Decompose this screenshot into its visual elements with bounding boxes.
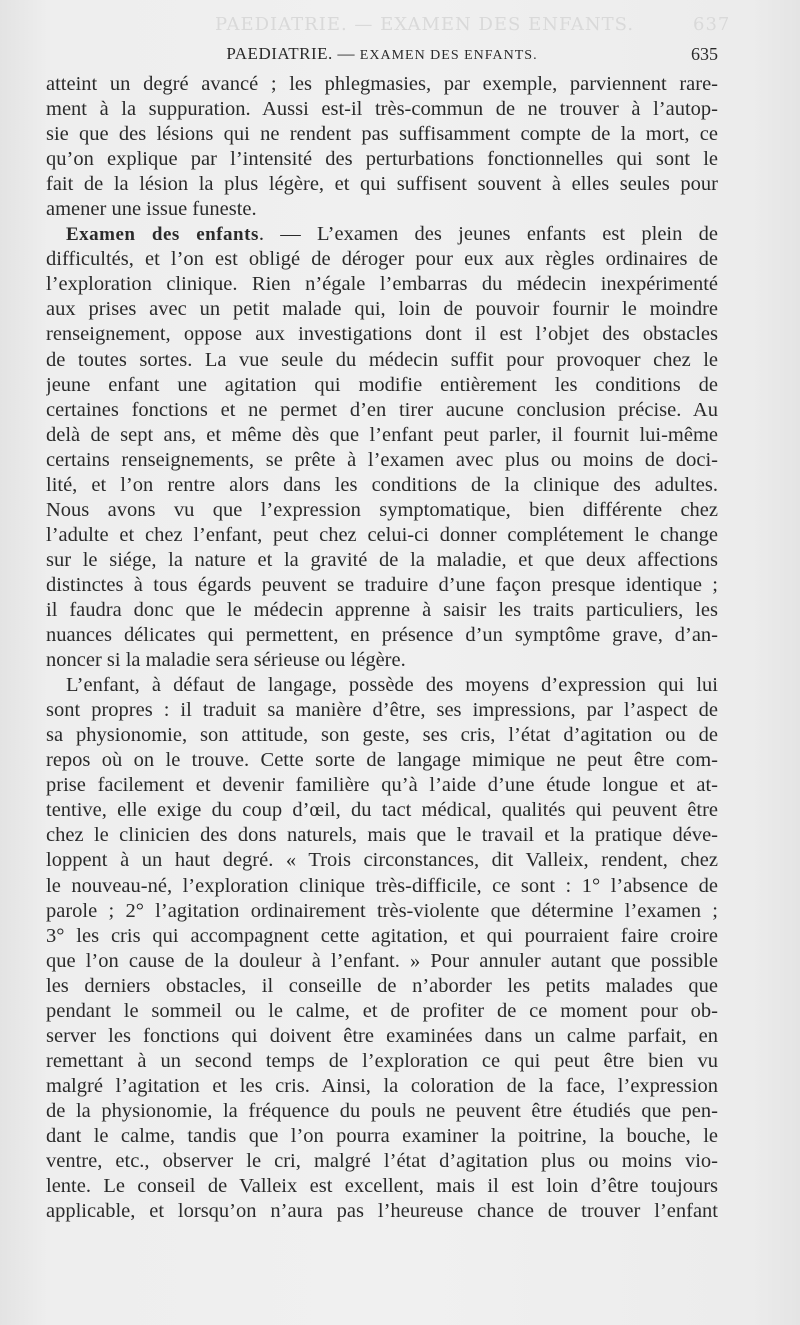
text-line bbox=[46, 648, 718, 673]
text-line bbox=[46, 598, 718, 623]
text-line bbox=[46, 297, 718, 322]
text-line bbox=[46, 1124, 718, 1149]
text-line bbox=[46, 698, 718, 723]
line-text: server les fonctions qui doivent être examinées dans un calme parfait, en bbox=[46, 1024, 718, 1047]
line-text: l’adulte et chez l’enfant, peut chez celui-ci donner complétement le change bbox=[46, 523, 718, 546]
running-title bbox=[46, 44, 718, 64]
line-text: dant le calme, tandis que l’on pourra examiner la poitrine, la bouche, le bbox=[46, 1124, 718, 1147]
line-text: sa physionomie, son attitude, son geste, ses cris, l’état d’agitation ou de bbox=[46, 724, 718, 747]
line-text: certaines fonctions et ne permet d’en tirer aucune conclusion précise. Au bbox=[46, 398, 718, 421]
line-text: distinctes à tous égards peuvent se traduire d’une façon presque identique ; bbox=[46, 573, 718, 596]
line-text: L’enfant, à défaut de langage, possède des moyens d’expression qui lui bbox=[66, 674, 718, 697]
text-line bbox=[46, 974, 718, 999]
text-line bbox=[46, 122, 718, 147]
body-text bbox=[46, 72, 718, 1224]
text-line bbox=[46, 172, 718, 197]
line-text: amener une issue funeste. bbox=[46, 198, 257, 221]
text-line bbox=[46, 272, 718, 297]
line-text: ventre, etc., observer le cri, malgré l’état d’agitation plus ou moins vio- bbox=[46, 1150, 718, 1173]
text-line bbox=[46, 1199, 718, 1224]
text-line bbox=[46, 999, 718, 1024]
text-line bbox=[46, 1174, 718, 1199]
line-text: lité, et l’on rentre alors dans les conditions de la clinique des adultes. bbox=[46, 473, 718, 496]
text-line bbox=[46, 1049, 718, 1074]
text-line bbox=[46, 848, 718, 873]
line-text: 3° les cris qui accompagnent cette agitation, et qui pourraient faire croire bbox=[46, 924, 718, 947]
text-line bbox=[46, 723, 718, 748]
line-text: chez le clinicien des dons naturels, mais que le travail et la pratique déve- bbox=[46, 824, 718, 847]
line-text: de la physionomie, la fréquence du pouls ne peuvent être étudiés que pen- bbox=[46, 1099, 718, 1122]
line-text: lente. Le conseil de Valleix est excellent, mais il est loin d’être toujours bbox=[46, 1175, 718, 1198]
text-line bbox=[46, 924, 718, 949]
text-line bbox=[46, 1099, 718, 1124]
line-text: qu’on explique par l’intensité des perturbations fonctionnelles qui sont le bbox=[46, 148, 718, 171]
text-line bbox=[46, 548, 718, 573]
line-text: l’exploration clinique. Rien n’égale l’embarras du médecin inexpérimenté bbox=[46, 273, 718, 296]
text-line bbox=[46, 247, 718, 272]
line-text: le nouveau-né, l’exploration clinique très-difficile, ce sont : 1° l’absence de bbox=[46, 874, 718, 897]
text-line bbox=[46, 623, 718, 648]
text-line bbox=[46, 949, 718, 974]
text-line bbox=[46, 348, 718, 373]
line-text: nuances délicates qui permettent, en présence d’un symptôme grave, d’an- bbox=[46, 624, 718, 647]
line-text: parole ; 2° l’agitation ordinairement très-violente que détermine l’examen ; bbox=[46, 899, 718, 922]
page-number: 635 bbox=[691, 44, 718, 64]
text-line bbox=[46, 448, 718, 473]
line-text: que l’on cause de la douleur à l’enfant. » Pour annuler autant que possible bbox=[46, 949, 718, 972]
text-line bbox=[46, 473, 718, 498]
line-text: difficultés, et l’on est obligé de déroger pour eux aux règles ordinaires de bbox=[46, 248, 718, 271]
line-text: atteint un degré avancé ; les phlegmasies, par exemple, parviennent rare- bbox=[46, 73, 718, 95]
line-text: certains renseignements, se prête à l’examen avec plus ou moins de doci- bbox=[46, 448, 718, 471]
line-text: il faudra donc que le médecin apprenne à saisir les traits particuliers, les bbox=[46, 598, 718, 621]
text-line bbox=[46, 398, 718, 423]
text-line bbox=[46, 1074, 718, 1099]
line-text: tentive, elle exige du coup d’œil, du tact médical, qualités qui peuvent être bbox=[46, 799, 718, 822]
line-text: fait de la lésion la plus légère, et qui suffisent souvent à elles seules pour bbox=[46, 173, 718, 196]
line-text: ment à la suppuration. Aussi est-il très-commun de ne trouver à l’autop- bbox=[46, 98, 718, 121]
text-line bbox=[46, 147, 718, 172]
bleed-through-page-number: 637 bbox=[693, 14, 731, 35]
text-line bbox=[46, 573, 718, 598]
text-line bbox=[46, 1149, 718, 1174]
text-line bbox=[46, 899, 718, 924]
line-text: repos où on le trouve. Cette sorte de langage mimique ne peut être com- bbox=[46, 749, 718, 772]
line-text: jeune enfant une agitation qui modifie entièrement les conditions de bbox=[46, 373, 718, 396]
line-text: malgré l’agitation et les cris. Ainsi, la coloration de la face, l’expression bbox=[46, 1074, 718, 1097]
line-text: remettant à un second temps de l’exploration ce qui peut être bien vu bbox=[46, 1049, 718, 1072]
text-line bbox=[46, 197, 718, 222]
text-line bbox=[46, 874, 718, 899]
line-text: renseignement, oppose aux investigations dont il est l’objet des obstacles bbox=[46, 323, 718, 346]
text-line bbox=[46, 97, 718, 122]
text-line bbox=[46, 1024, 718, 1049]
line-text: applicable, et lorsqu’on n’aura pas l’heureuse chance de trouver l’enfant bbox=[46, 1200, 718, 1223]
line-text: . — L’examen des jeunes enfants est plein de bbox=[258, 223, 718, 246]
line-text: sie que des lésions qui ne rendent pas suffisamment compte de la mort, ce bbox=[46, 123, 718, 146]
running-title-main: PAEDIATRIE. bbox=[226, 44, 333, 63]
bleed-through-title: PAEDIATRIE. — EXAMEN DES ENFANTS. bbox=[215, 14, 635, 35]
line-text: prise facilement et devenir familière qu’à l’aide d’une étude longue et at- bbox=[46, 774, 718, 797]
section-heading: Examen des enfants bbox=[66, 224, 259, 246]
text-line bbox=[46, 423, 718, 448]
line-text: sur le siége, la nature et la gravité de la maladie, et que deux affections bbox=[46, 548, 718, 571]
running-title-dash: — bbox=[332, 44, 360, 63]
line-text: loppent à un haut degré. « Trois circonstances, dit Valleix, rendent, chez bbox=[46, 849, 718, 872]
line-text: noncer si la maladie sera sérieuse ou légère. bbox=[46, 649, 406, 672]
text-line bbox=[46, 222, 718, 247]
line-text: Nous avons vu que l’expression symptomatique, bien différente chez bbox=[46, 498, 718, 521]
text-line bbox=[46, 322, 718, 347]
line-text: delà de sept ans, et même dès que l’enfant peut parler, il fournit lui-même bbox=[46, 423, 718, 446]
line-text: les derniers obstacles, il conseille de n’aborder les petits malades que bbox=[46, 974, 718, 997]
line-text: pendant le sommeil ou le calme, et de profiter de ce moment pour ob- bbox=[46, 999, 718, 1022]
text-line bbox=[46, 523, 718, 548]
text-line bbox=[46, 798, 718, 823]
text-line bbox=[46, 823, 718, 848]
running-header bbox=[46, 44, 718, 72]
text-line bbox=[46, 673, 718, 698]
bleed-through-text bbox=[215, 14, 731, 35]
text-line bbox=[46, 773, 718, 798]
text-line bbox=[46, 498, 718, 523]
line-text: aux prises avec un petit malade qui, loin de pouvoir fournir le moindre bbox=[46, 298, 718, 321]
running-title-sub: EXAMEN DES ENFANTS. bbox=[359, 48, 538, 63]
text-line bbox=[46, 72, 718, 97]
line-text: sont propres : il traduit sa manière d’être, ses impressions, par l’aspect de bbox=[46, 699, 718, 722]
text-line bbox=[46, 748, 718, 773]
line-text: de toutes sortes. La vue seule du médecin suffit pour provoquer chez le bbox=[46, 348, 718, 371]
text-line bbox=[46, 373, 718, 398]
